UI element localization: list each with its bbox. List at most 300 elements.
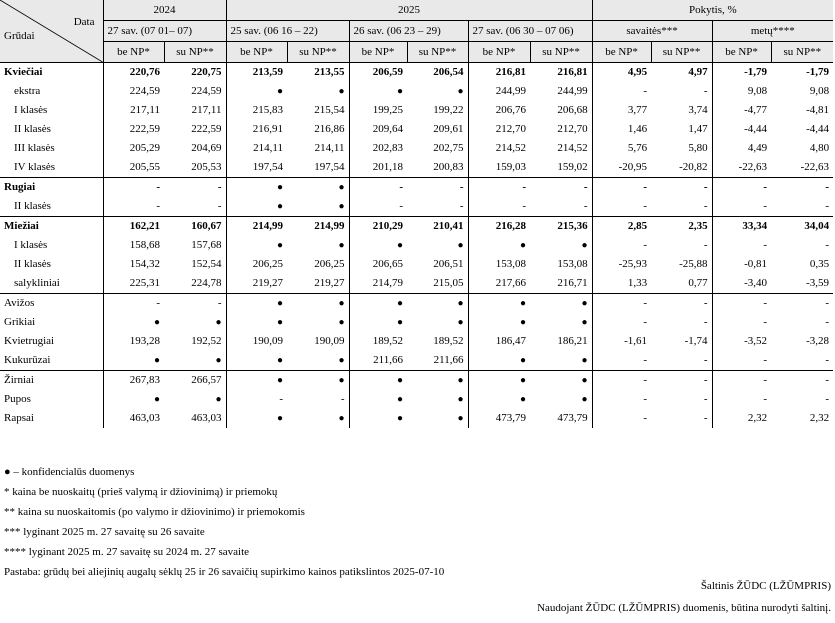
table-cell: 216,91 <box>226 120 287 139</box>
table-cell: 225,31 <box>103 274 164 294</box>
table-cell: 206,51 <box>433 258 464 270</box>
table-row <box>0 120 833 139</box>
table-cell: ● <box>103 313 164 332</box>
table-cell: 205,55 <box>103 158 164 178</box>
table-cell: 4,97 <box>688 66 708 78</box>
table-row <box>0 63 833 83</box>
table-cell: - <box>712 236 771 255</box>
table-cell: -4,44 <box>712 120 771 139</box>
col-header-be-np: be NP* <box>468 42 530 63</box>
table-cell: - <box>468 197 530 217</box>
table-cell: -22,63 <box>712 158 771 178</box>
table-cell: - <box>651 178 712 198</box>
table-corner-header <box>0 0 103 63</box>
row-label: Grikiai <box>4 316 36 328</box>
table-cell: -25,93 <box>592 255 651 274</box>
table-cell: 2,35 <box>651 217 712 237</box>
table-cell: 222,59 <box>191 123 222 135</box>
table-cell: -3,52 <box>712 332 771 351</box>
footnote-be-np: * kaina be nuoskaitų (prieš valymą ir džiovinimą) ir priemokų <box>4 486 278 498</box>
table-cell: - <box>217 200 222 212</box>
table-cell: -20,95 <box>592 158 651 178</box>
table-cell: 219,27 <box>314 277 345 289</box>
table-row <box>0 294 833 314</box>
table-row <box>0 390 833 409</box>
table-cell: - <box>226 390 287 409</box>
table-cell: -1,79 <box>806 66 830 78</box>
table-cell: 224,59 <box>103 82 164 101</box>
table-cell: -1,79 <box>712 63 771 83</box>
row-label: Miežiai <box>0 217 103 237</box>
year-2024-header: 2024 <box>103 0 226 21</box>
table-cell: 199,22 <box>433 104 464 116</box>
table-cell: -3,40 <box>712 274 771 294</box>
table-cell: 213,55 <box>314 66 345 78</box>
table-cell: - <box>530 178 592 198</box>
table-cell: 200,83 <box>433 161 464 173</box>
table-row <box>0 178 833 198</box>
table-cell: 157,68 <box>191 239 222 251</box>
table-cell: - <box>592 313 651 332</box>
table-cell: 4,95 <box>592 63 651 83</box>
table-cell: ● <box>349 371 407 391</box>
table-cell: 206,25 <box>226 255 287 274</box>
table-cell: ● <box>468 236 530 255</box>
table-cell: ● <box>103 351 164 371</box>
col-header-su-np: su NP** <box>287 42 349 63</box>
table-cell: - <box>712 371 771 391</box>
table-cell: - <box>349 197 407 217</box>
table-cell: ● <box>468 313 530 332</box>
table-cell: 224,78 <box>191 277 222 289</box>
table-cell: 473,79 <box>557 412 588 424</box>
table-cell: ● <box>338 317 345 328</box>
table-cell: 3,77 <box>592 101 651 120</box>
table-cell: 159,02 <box>557 161 588 173</box>
table-cell: ● <box>215 317 222 328</box>
table-cell: 217,11 <box>103 101 164 120</box>
table-cell: 214,79 <box>349 274 407 294</box>
table-cell: - <box>592 236 651 255</box>
table-cell: 206,68 <box>557 104 588 116</box>
table-cell: - <box>651 294 712 314</box>
year-2025-header: 2025 <box>226 0 592 21</box>
table-cell: ● <box>457 317 464 328</box>
table-cell: 209,64 <box>349 120 407 139</box>
table-cell: - <box>825 239 830 251</box>
table-cell: 244,99 <box>557 85 588 97</box>
table-row <box>0 236 833 255</box>
table-cell: ● <box>349 390 407 409</box>
table-cell: -1,61 <box>592 332 651 351</box>
table-row <box>0 197 833 217</box>
table-cell: 214,99 <box>226 217 287 237</box>
col-header-be-np: be NP* <box>226 42 287 63</box>
table-cell: ● <box>338 86 345 97</box>
table-cell: 224,59 <box>191 85 222 97</box>
col-header-be-np: be NP* <box>349 42 407 63</box>
table-cell: 197,54 <box>226 158 287 178</box>
table-cell: - <box>712 390 771 409</box>
col-header-su-np: su NP** <box>407 42 468 63</box>
table-cell: 189,52 <box>349 332 407 351</box>
table-cell: 215,83 <box>226 101 287 120</box>
table-cell: - <box>592 371 651 391</box>
table-cell: ● <box>349 409 407 428</box>
table-cell: 4,80 <box>809 142 830 154</box>
table-cell: 216,81 <box>557 66 588 78</box>
table-cell: ● <box>457 240 464 251</box>
table-cell: 33,34 <box>712 217 771 237</box>
row-label: salykliniai <box>14 277 60 289</box>
row-label: Žirniai <box>0 371 103 391</box>
table-cell: -22,63 <box>800 161 830 173</box>
table-cell: 214,99 <box>287 217 349 237</box>
table-cell: 216,81 <box>468 63 530 83</box>
col-header-su-np: su NP** <box>771 42 833 63</box>
col-header-su-np: su NP** <box>530 42 592 63</box>
table-cell: -4,44 <box>806 123 830 135</box>
table-cell: ● <box>226 294 287 314</box>
table-cell: ● <box>468 294 530 314</box>
table-cell: 204,69 <box>191 142 222 154</box>
row-label: II klasės <box>14 258 51 270</box>
table-cell: - <box>712 178 771 198</box>
table-cell: 217,66 <box>468 274 530 294</box>
table-cell: - <box>583 200 588 212</box>
table-cell: 2,32 <box>712 409 771 428</box>
table-cell: 193,28 <box>103 332 164 351</box>
table-cell: - <box>703 239 708 251</box>
table-cell: 211,66 <box>433 354 464 366</box>
table-cell: ● <box>530 371 592 391</box>
table-cell: - <box>703 85 708 97</box>
row-label: Kvietrugiai <box>4 335 55 347</box>
col-header-be-np: be NP* <box>592 42 651 63</box>
table-cell: 0,35 <box>809 258 830 270</box>
col-header-be-np: be NP* <box>103 42 164 63</box>
table-cell: 192,52 <box>191 335 222 347</box>
table-cell: ● <box>215 355 222 366</box>
footnote-su-np: ** kaina su nuoskaitomis (po valymo ir džiovinimo) ir priemokomis <box>4 506 305 518</box>
table-cell: -20,82 <box>679 161 708 173</box>
table-cell: - <box>103 178 164 198</box>
table-row <box>0 158 833 178</box>
table-cell: ● <box>349 82 407 101</box>
table-cell: 473,79 <box>468 409 530 428</box>
table-cell: 210,41 <box>407 217 468 237</box>
table-cell: 1,33 <box>592 274 651 294</box>
table-cell: - <box>703 412 708 424</box>
table-cell: 152,54 <box>191 258 222 270</box>
table-cell: 160,67 <box>164 217 226 237</box>
table-body <box>0 63 833 429</box>
col-header-be-np: be NP* <box>712 42 771 63</box>
table-cell: 201,18 <box>349 158 407 178</box>
table-cell: ● <box>287 371 349 391</box>
row-label: Avižos <box>0 294 103 314</box>
table-cell: 5,76 <box>592 139 651 158</box>
table-cell: ● <box>226 313 287 332</box>
row-label: Rugiai <box>0 178 103 198</box>
table-cell: - <box>703 393 708 405</box>
period-header-w25: 25 sav. (06 16 – 22) <box>226 21 349 42</box>
table-cell: ● <box>338 355 345 366</box>
table-cell: 2,85 <box>592 217 651 237</box>
table-cell: ● <box>287 178 349 198</box>
table-cell: 209,61 <box>433 123 464 135</box>
table-cell: 186,21 <box>557 335 588 347</box>
table-cell: -1,74 <box>684 335 708 347</box>
table-cell: - <box>459 200 464 212</box>
table-cell: ● <box>407 371 468 391</box>
table-cell: - <box>712 313 771 332</box>
table-cell: ● <box>226 236 287 255</box>
table-cell: ● <box>226 351 287 371</box>
table-cell: ● <box>226 197 287 217</box>
table-cell: 216,86 <box>314 123 345 135</box>
table-cell: - <box>703 316 708 328</box>
table-cell: -3,28 <box>806 335 830 347</box>
table-cell: 205,29 <box>103 139 164 158</box>
table-cell: 214,11 <box>226 139 287 158</box>
table-cell: 153,08 <box>468 255 530 274</box>
table-cell: ● <box>530 294 592 314</box>
table-cell: - <box>592 390 651 409</box>
footnote-year-change: **** lyginant 2025 m. 27 savaitę su 2024 m. 27 savaite <box>4 546 250 558</box>
table-cell: 154,32 <box>103 255 164 274</box>
table-cell: 206,54 <box>433 66 464 78</box>
table-cell: - <box>825 200 830 212</box>
table-cell: 153,08 <box>557 258 588 270</box>
table-cell: 202,75 <box>433 142 464 154</box>
period-header-2024-w27: 27 sav. (07 01– 07) <box>103 21 226 42</box>
period-header-w27: 27 sav. (06 30 – 07 06) <box>468 21 592 42</box>
table-cell: 216,28 <box>468 217 530 237</box>
source-attribution-note: Naudojant ŽŪDC (LŽŪMPRIS) duomenis, būtina nurodyti šaltinį. <box>537 602 831 614</box>
table-cell: - <box>651 371 712 391</box>
table-cell: 1,47 <box>688 123 708 135</box>
table-cell: 190,09 <box>226 332 287 351</box>
corner-label-data: Data <box>73 16 95 28</box>
table-cell: 212,70 <box>557 123 588 135</box>
table-cell: - <box>340 393 345 405</box>
table-cell: -25,88 <box>679 258 708 270</box>
table-cell: ● <box>338 413 345 424</box>
row-label: I klasės <box>14 239 48 251</box>
table-cell: 217,11 <box>191 104 222 116</box>
table-cell: - <box>825 354 830 366</box>
corner-label-grains: Grūdai <box>4 30 35 42</box>
table-cell: 267,83 <box>103 371 164 391</box>
period-header-w26: 26 sav. (06 23 – 29) <box>349 21 468 42</box>
table-row <box>0 82 833 101</box>
footnote-remark: Pastaba: grūdų bei aliejinių augalų sėklų 25 ir 26 savaičių supirkimo kainos patikslintos 2025-07-10 <box>4 566 445 578</box>
footnotes <box>4 462 444 582</box>
table-cell: - <box>825 393 830 405</box>
table-cell: 215,05 <box>433 277 464 289</box>
table-cell: -3,59 <box>806 277 830 289</box>
table-cell: - <box>703 200 708 212</box>
table-cell: ● <box>407 294 468 314</box>
table-cell: - <box>164 178 226 198</box>
table-cell: -4,77 <box>712 101 771 120</box>
table-cell: 210,29 <box>349 217 407 237</box>
table-cell: - <box>349 178 407 198</box>
table-cell: ● <box>103 390 164 409</box>
table-cell: ● <box>338 201 345 212</box>
table-cell: 186,47 <box>468 332 530 351</box>
table-cell: - <box>103 294 164 314</box>
table-cell: 189,52 <box>433 335 464 347</box>
row-label: III klasės <box>14 142 55 154</box>
table-cell: 219,27 <box>226 274 287 294</box>
table-cell: 222,59 <box>103 120 164 139</box>
row-label: Kukurūzai <box>4 354 51 366</box>
table-cell: - <box>592 82 651 101</box>
table-cell: 1,46 <box>592 120 651 139</box>
table-row <box>0 139 833 158</box>
table-row <box>0 217 833 237</box>
table-cell: - <box>592 197 651 217</box>
row-label: II klasės <box>14 123 51 135</box>
table-cell: ● <box>226 409 287 428</box>
table-cell: ● <box>349 313 407 332</box>
table-cell: ● <box>457 413 464 424</box>
table-cell: 220,76 <box>103 63 164 83</box>
table-cell: - <box>592 351 651 371</box>
table-cell: - <box>825 316 830 328</box>
table-cell: ● <box>226 178 287 198</box>
table-cell: - <box>468 178 530 198</box>
table-cell: - <box>771 371 833 391</box>
table-cell: ● <box>468 390 530 409</box>
table-cell: 2,32 <box>809 412 830 424</box>
table-row <box>0 274 833 294</box>
table-cell: 206,76 <box>468 101 530 120</box>
table-row <box>0 351 833 371</box>
table-cell: ● <box>349 236 407 255</box>
table-cell: 206,25 <box>314 258 345 270</box>
table-cell: - <box>771 294 833 314</box>
row-label: II klasės <box>14 200 51 212</box>
table-cell: - <box>407 178 468 198</box>
table-cell: - <box>771 178 833 198</box>
table-cell: 206,59 <box>349 63 407 83</box>
row-label: I klasės <box>14 104 48 116</box>
footnote-week-change: *** lyginant 2025 m. 27 savaitę su 26 savaite <box>4 526 205 538</box>
change-year-header: metų**** <box>712 21 833 42</box>
table-cell: ● <box>468 371 530 391</box>
table-cell: ● <box>287 294 349 314</box>
change-week-header: savaitės*** <box>592 21 712 42</box>
table-cell: 197,54 <box>314 161 345 173</box>
table-cell: 214,52 <box>468 139 530 158</box>
table-cell: ● <box>581 394 588 405</box>
table-row <box>0 101 833 120</box>
source-label: Šaltinis ŽŪDC (LŽŪMPRIS) <box>700 580 831 592</box>
table-cell: 9,08 <box>809 85 830 97</box>
table-cell: 215,54 <box>314 104 345 116</box>
table-cell: 463,03 <box>191 412 222 424</box>
table-cell: - <box>592 178 651 198</box>
row-label: Kviečiai <box>4 66 43 78</box>
table-cell: 4,49 <box>712 139 771 158</box>
table-cell: 202,83 <box>349 139 407 158</box>
table-cell: 5,80 <box>688 142 708 154</box>
table-cell: ● <box>338 240 345 251</box>
table-cell: 34,04 <box>771 217 833 237</box>
row-label: IV klasės <box>14 161 56 173</box>
table-cell: - <box>712 351 771 371</box>
table-cell: ● <box>457 394 464 405</box>
table-cell: 220,75 <box>191 66 222 78</box>
table-cell: ● <box>581 240 588 251</box>
table-cell: - <box>592 294 651 314</box>
table-cell: 244,99 <box>468 82 530 101</box>
table-cell: ● <box>226 82 287 101</box>
table-cell: 212,70 <box>468 120 530 139</box>
table-cell: 463,03 <box>103 409 164 428</box>
table-cell: - <box>712 197 771 217</box>
col-header-su-np: su NP** <box>651 42 712 63</box>
table-cell: 211,66 <box>349 351 407 371</box>
table-cell: -4,81 <box>806 104 830 116</box>
table-cell: 206,65 <box>349 255 407 274</box>
table-cell: - <box>712 294 771 314</box>
table-cell: ● <box>581 355 588 366</box>
table-cell: 158,68 <box>103 236 164 255</box>
table-cell: ● <box>215 394 222 405</box>
table-cell: ● <box>349 294 407 314</box>
table-cell: 199,25 <box>349 101 407 120</box>
table-cell: 266,57 <box>164 371 226 391</box>
table-cell: 3,74 <box>688 104 708 116</box>
table-cell: - <box>592 409 651 428</box>
table-row <box>0 371 833 391</box>
table-cell: ● <box>226 371 287 391</box>
row-label: Rapsai <box>4 412 34 424</box>
table-cell: 213,59 <box>226 63 287 83</box>
table-cell: ● <box>581 317 588 328</box>
table-cell: 162,21 <box>103 217 164 237</box>
table-cell: 9,08 <box>712 82 771 101</box>
table-cell: ● <box>468 351 530 371</box>
table-cell: 214,52 <box>557 142 588 154</box>
table-cell: 214,11 <box>314 142 345 154</box>
row-label: ekstra <box>14 85 41 97</box>
table-row <box>0 409 833 428</box>
table-cell: - <box>103 197 164 217</box>
col-header-su-np: su NP** <box>164 42 226 63</box>
footnote-confidential: ● – konfidencialūs duomenys <box>4 466 135 478</box>
table-cell: 159,03 <box>468 158 530 178</box>
row-label: Pupos <box>4 393 31 405</box>
table-cell: 215,36 <box>530 217 592 237</box>
table-cell: 216,71 <box>557 277 588 289</box>
table-cell: 190,09 <box>314 335 345 347</box>
table-row <box>0 255 833 274</box>
table-cell: - <box>164 294 226 314</box>
table-cell: - <box>703 354 708 366</box>
table-row <box>0 313 833 332</box>
table-cell: -0,81 <box>712 255 771 274</box>
table-cell: 0,77 <box>688 277 708 289</box>
change-header: Pokytis, % <box>592 0 833 21</box>
table-cell: ● <box>457 86 464 97</box>
table-row <box>0 332 833 351</box>
table-cell: 205,53 <box>191 161 222 173</box>
